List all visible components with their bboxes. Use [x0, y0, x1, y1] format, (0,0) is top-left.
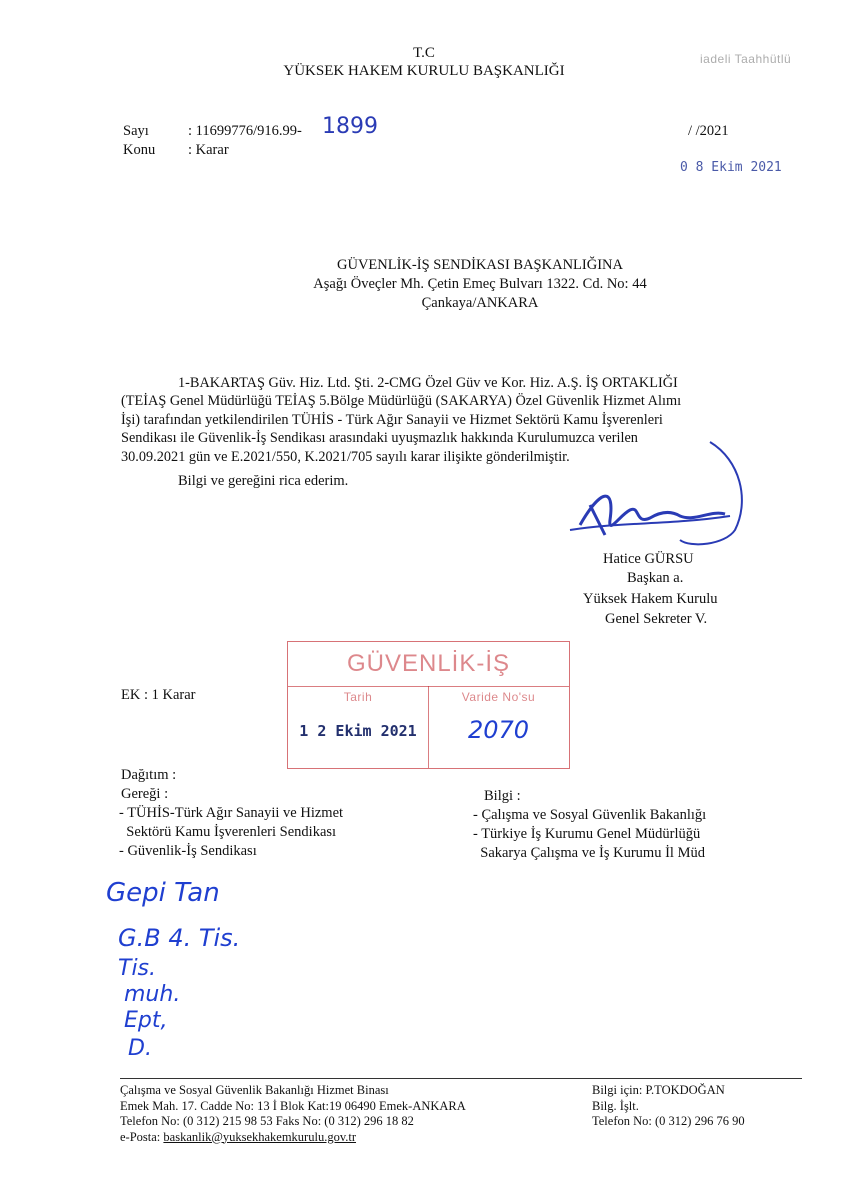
footer-divider	[120, 1078, 802, 1079]
sayi-value: : 11699776/916.99-	[188, 123, 302, 139]
signer-title-2: Yüksek Hakem Kurulu	[583, 591, 718, 607]
footer-line: Telefon No: (0 312) 296 76 90	[592, 1114, 745, 1128]
handwritten-line: G.B 4. Tis.	[118, 924, 241, 952]
footer-address	[120, 1083, 466, 1145]
signer-title-1: Başkan a.	[627, 570, 684, 586]
stamp-date-label: Tarih	[343, 690, 373, 704]
footer-line: Telefon No: (0 312) 215 98 53 Faks No: (0 312) 296 18 82	[120, 1114, 414, 1128]
date-stamp: 0 8 Ekim 2021	[680, 160, 782, 175]
header-tc: T.C	[413, 45, 435, 61]
footer-line: Bilg. İşlt.	[592, 1098, 639, 1113]
bilgi-item: - Türkiye İş Kurumu Genel Müdürlüğü	[473, 826, 701, 842]
signature-image	[560, 430, 760, 560]
konu-value: : Karar	[188, 142, 229, 158]
konu-label: Konu	[123, 142, 156, 158]
body-closing: Bilgi ve gereğini rica ederim.	[178, 473, 349, 489]
bilgi-label: Bilgi :	[484, 788, 521, 804]
handwritten-line: D.	[128, 1036, 152, 1061]
email-label: e-Posta:	[120, 1129, 164, 1144]
handwritten-line: Tis.	[118, 956, 157, 981]
handwritten-line: Gepi Tan	[106, 878, 220, 908]
footer-contact	[592, 1083, 745, 1130]
body-line: Sendikası ile Güvenlik-İş Sendikası arasındaki uyuşmazlık hakkında Kurulumuzca verilen	[121, 430, 638, 447]
body-line: (TEİAŞ Genel Müdürlüğü TEİAŞ 5.Bölge Müdürlüğü (SAKARYA) Özel Güvenlik Hizmet Alımı	[121, 393, 682, 410]
stamp-date: 1 2 Ekim 2021	[299, 722, 417, 740]
recipient-address-line2: Çankaya/ANKARA	[421, 295, 539, 311]
footer-email-line	[120, 1130, 466, 1146]
geregi-item: Sektörü Kamu İşverenleri Sendikası	[119, 824, 337, 840]
stamp-org: GÜVENLİK-İŞ	[346, 650, 511, 677]
recipient-name: GÜVENLİK-İŞ SENDİKASI BAŞKANLIĞINA	[337, 257, 623, 273]
body-line: 30.09.2021 gün ve E.2021/550, K.2021/705 sayılı karar ilişikte gönderilmiştir.	[121, 448, 570, 465]
handwritten-line: Ept,	[124, 1008, 168, 1033]
incoming-stamp	[287, 641, 570, 769]
sayi-handwritten: 1899	[322, 114, 378, 139]
header-institution: YÜKSEK HAKEM KURULU BAŞKANLIĞI	[283, 63, 565, 79]
geregi-label: Gereği :	[121, 786, 169, 802]
signer-name: Hatice GÜRSU	[603, 551, 694, 567]
footer-line: Emek Mah. 17. Cadde No: 13 İ Blok Kat:19 06490 Emek-ANKARA	[120, 1098, 466, 1113]
geregi-item: - Güvenlik-İş Sendikası	[119, 843, 257, 859]
signer-title-3: Genel Sekreter V.	[605, 611, 708, 627]
bilgi-item: Sakarya Çalışma ve İş Kurumu İl Müd	[473, 845, 705, 861]
handwritten-line: muh.	[124, 982, 181, 1007]
distribution-title: Dağıtım :	[121, 767, 177, 783]
body-line: 1-BAKARTAŞ Güv. Hiz. Ltd. Şti. 2-CMG Özel Güv ve Kor. Hiz. A.Ş. İŞ ORTAKLIĞI	[178, 375, 678, 391]
sayi-label: Sayı	[123, 123, 149, 139]
body-line: İşi) tarafından yetkilendirilen TÜHİS - Türk Ağır Sanayii ve Hizmet Sektörü Kamu İşverenleri	[121, 411, 663, 428]
footer-line: Bilgi için: P.TOKDOĞAN	[592, 1083, 725, 1097]
geregi-item: - TÜHİS-Türk Ağır Sanayii ve Hizmet	[119, 805, 344, 821]
bilgi-item: - Çalışma ve Sosyal Güvenlik Bakanlığı	[473, 807, 707, 823]
stamp-number: 2070	[467, 716, 530, 744]
email-link[interactable]: baskanlik@yuksekhakemkurulu.gov.tr	[163, 1129, 357, 1144]
recipient-address-line1: Aşağı Öveçler Mh. Çetin Emeç Bulvarı 1322. Cd. No: 44	[313, 276, 647, 292]
document-date: / /2021	[688, 123, 729, 139]
footer-line: Çalışma ve Sosyal Güvenlik Bakanlığı Hizmet Binası	[120, 1083, 389, 1097]
attachment: EK : 1 Karar	[121, 687, 196, 703]
corner-stamp: iadeli Taahhütlü	[700, 52, 792, 66]
stamp-number-label: Varide No'su	[461, 690, 536, 704]
